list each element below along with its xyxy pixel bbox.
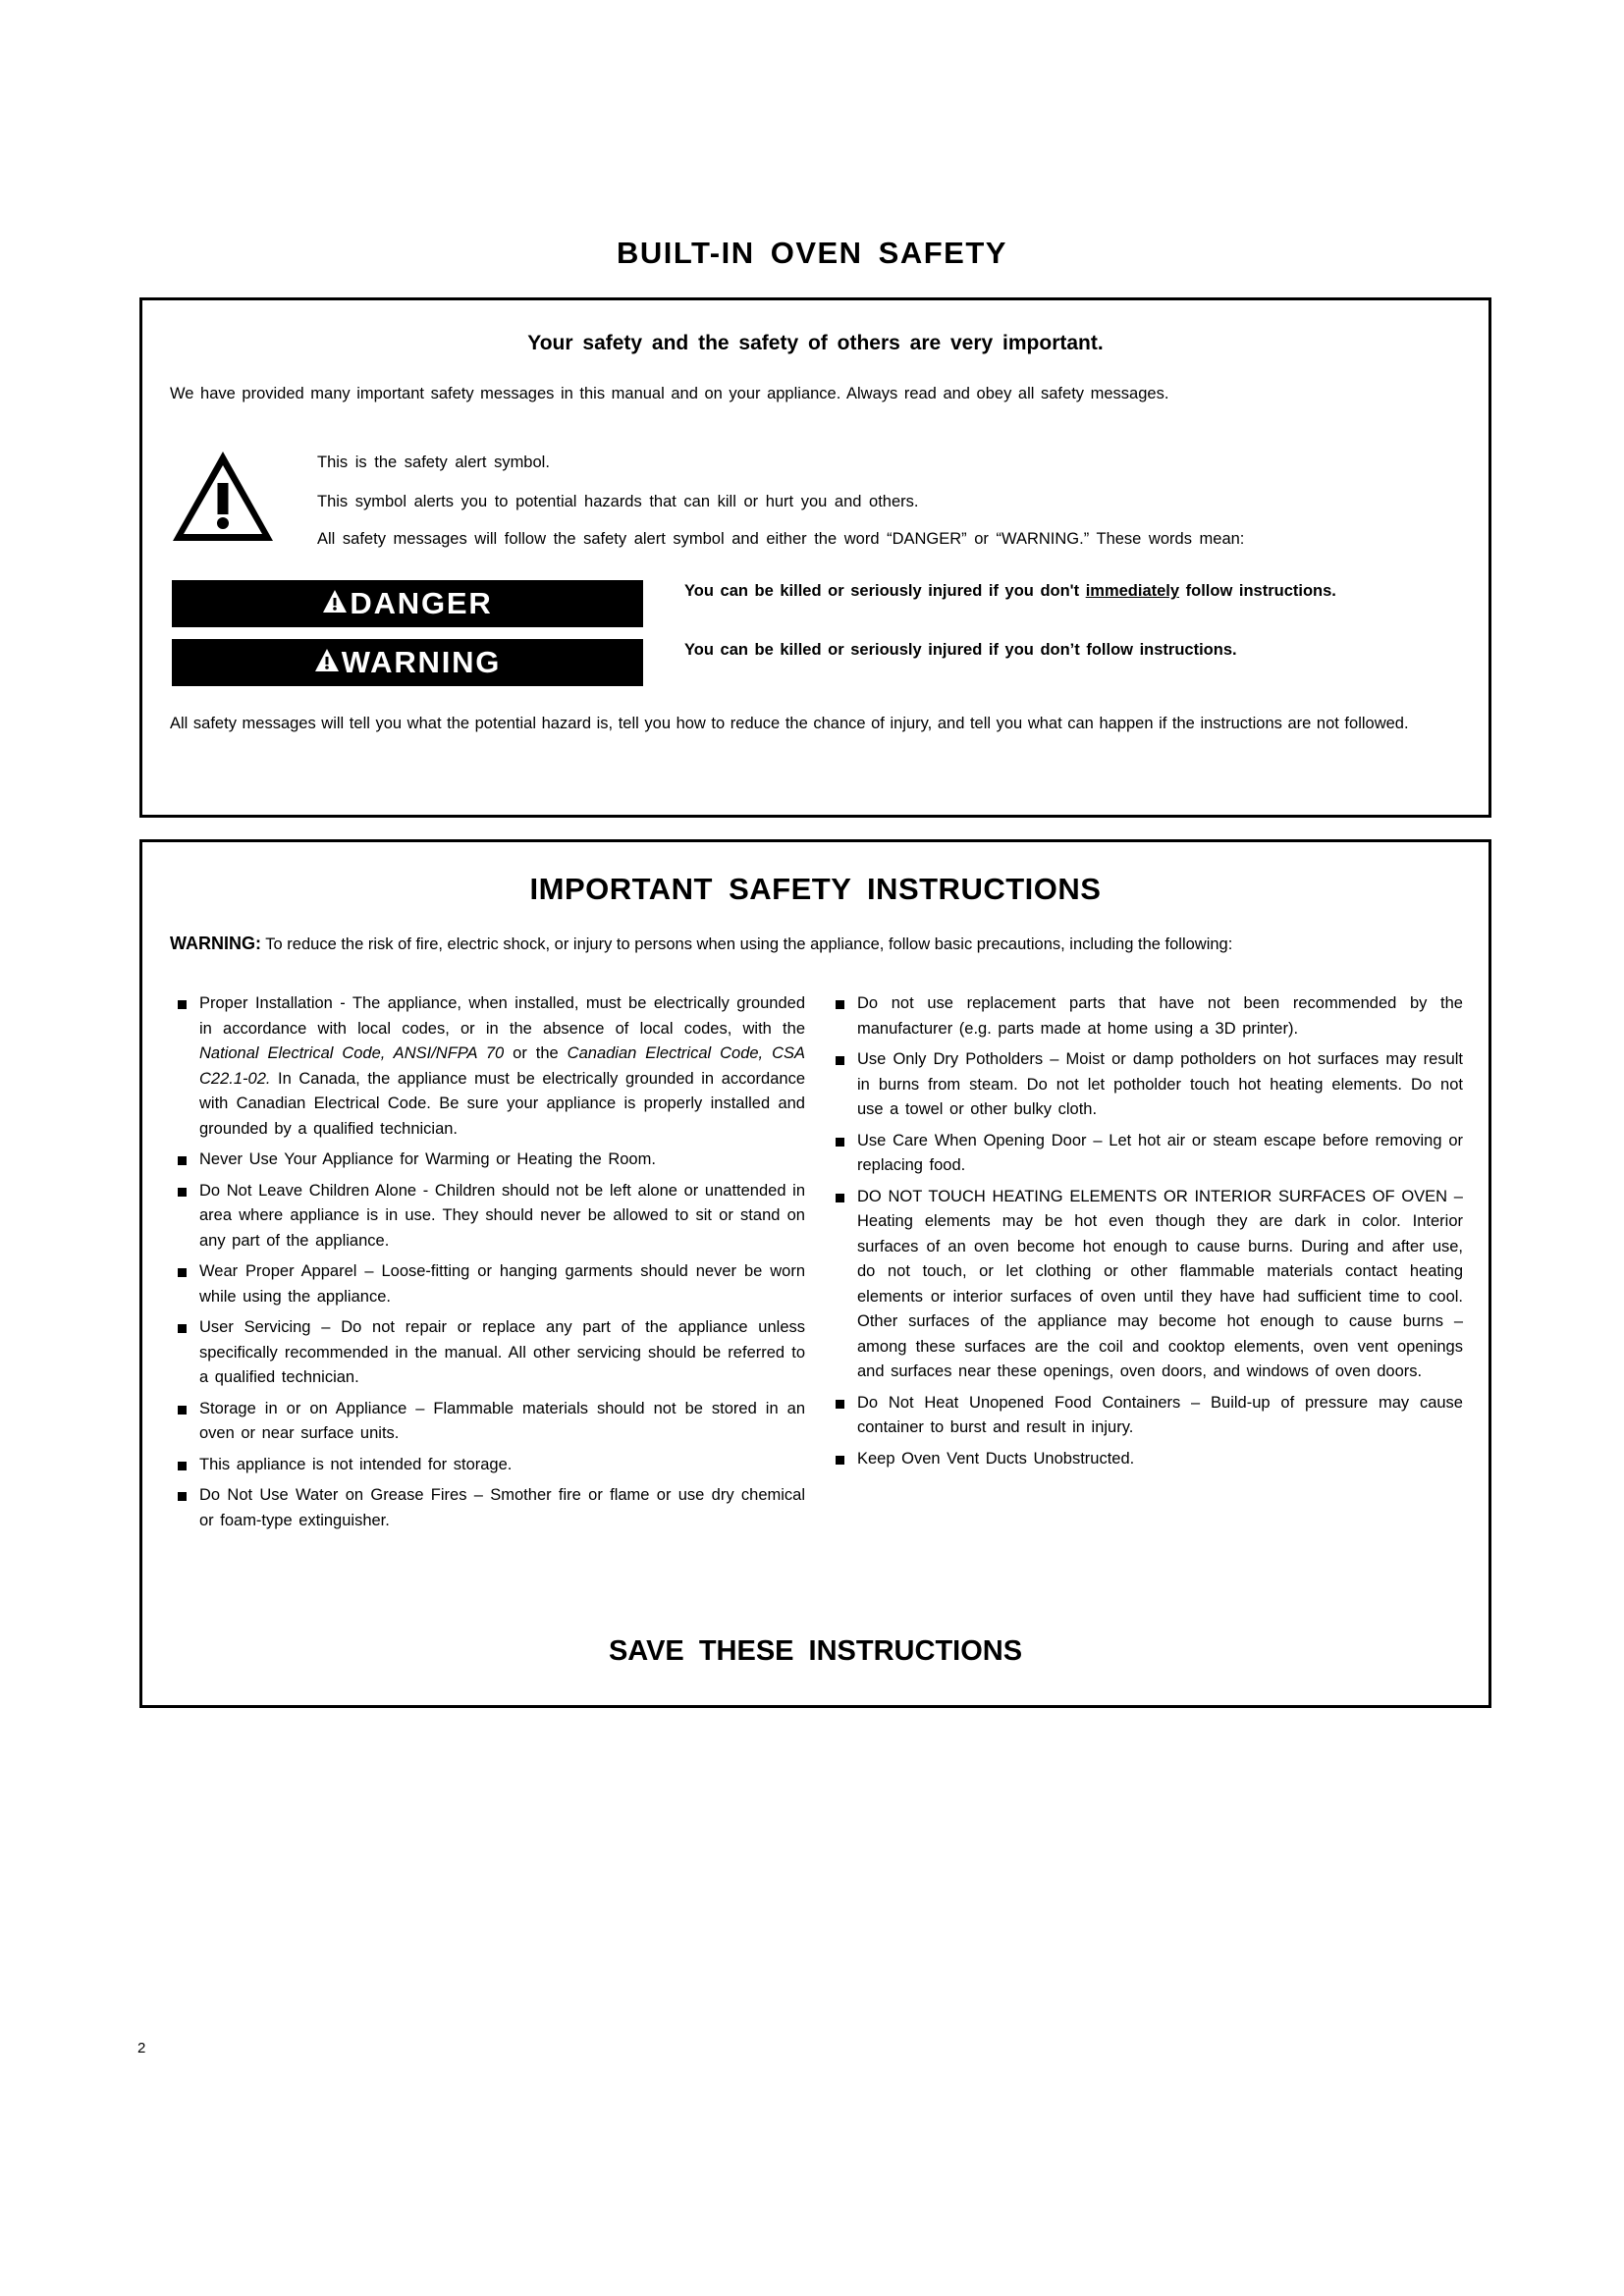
- danger-description: [684, 579, 1372, 604]
- warning-description: You can be killed or seriously injured if you don’t follow instructions.: [684, 641, 1237, 659]
- list-item: Wear Proper Apparel – Loose-fitting or hanging garments should never be worn while using the appliance.: [172, 1259, 805, 1309]
- instructions-title: IMPORTANT SAFETY INSTRUCTIONS: [529, 872, 1102, 906]
- list-item: DO NOT TOUCH HEATING ELEMENTS OR INTERIOR SURFACES OF OVEN – Heating elements may be hot even though they are dark in color. Interior surfaces of an oven become hot enough to cause burns. During and after use, do not touch, or let clothing or other flammable materials contact heating elements or interior surfaces of oven until they have had sufficient time to cool. Other surfaces of the appliance may become hot enough to cause burns – among these surfaces are the coil and cooktop elements, oven vent openings and surfaces near these openings, oven doors, and windows of oven doors.: [830, 1185, 1463, 1385]
- warning-label: WARNING: [341, 645, 502, 679]
- safety-alert-description: [317, 448, 1461, 561]
- instructions-left-column: [172, 991, 805, 1539]
- instructions-warning-label: WARNING:: [170, 934, 261, 953]
- page-number: 2: [137, 2040, 146, 2056]
- alert-line-1: This is the safety alert symbol.: [317, 454, 550, 471]
- danger-triangle-icon: [322, 589, 348, 619]
- warning-signal-band: [172, 639, 643, 686]
- list-item: Do Not Heat Unopened Food Containers – Build-up of pressure may cause container to burst and result in injury.: [830, 1391, 1463, 1441]
- list-item: Do Not Leave Children Alone - Children should not be left alone or unattended in area where appliance is in use. They should never be allowed to sit or stand on any part of the appliance.: [172, 1179, 805, 1255]
- list-item: Use Care When Opening Door – Let hot air or steam escape before removing or replacing food.: [830, 1129, 1463, 1179]
- list-item: Keep Oven Vent Ducts Unobstructed.: [830, 1447, 1463, 1472]
- safety-footer-text: All safety messages will tell you what the potential hazard is, tell you how to reduce the chance of injury, and tell you what can happen if the instructions are not followed.: [170, 715, 1409, 732]
- page-title: BUILT-IN OVEN SAFETY: [617, 236, 1007, 270]
- list-item: User Servicing – Do not repair or replace any part of the appliance unless specifically recommended in the manual. All other servicing should be referred to a qualified technician.: [172, 1315, 805, 1391]
- warning-triangle-icon: [314, 648, 340, 678]
- save-these-instructions: SAVE THESE INSTRUCTIONS: [608, 1635, 1023, 1667]
- safety-heading: Your safety and the safety of others are very important.: [527, 332, 1104, 354]
- safety-alert-box: [139, 297, 1491, 818]
- list-item: Never Use Your Appliance for Warming or Heating the Room.: [172, 1148, 805, 1173]
- danger-desc-underlined: immediately: [1085, 582, 1180, 600]
- important-safety-instructions-box: [139, 839, 1491, 1708]
- list-item: Proper Installation - The appliance, when installed, must be electrically grounded in accordance with local codes, or in the absence of local codes, with the National Electrical Code, ANSI/NFPA 70 or the Canadian Electrical Code, CSA C22.1-02. In Canada, the appliance must be electrically grounded in accordance with Canadian Electrical Code. Be sure your appliance is properly installed and grounded by a qualified technician.: [172, 991, 805, 1142]
- danger-desc-prefix: You can be killed or seriously injured if you don't: [684, 582, 1086, 600]
- danger-desc-suffix: follow instructions.: [1179, 582, 1336, 600]
- instructions-left-list: [172, 991, 805, 1533]
- safety-intro-text: We have provided many important safety messages in this manual and on your appliance. Always read and obey all safety messages.: [170, 385, 1169, 402]
- instructions-warning-line: [170, 931, 1456, 957]
- instructions-right-list: [830, 991, 1463, 1471]
- alert-line-2: This symbol alerts you to potential hazards that can kill or hurt you and others.: [317, 493, 919, 510]
- list-item: This appliance is not intended for storage.: [172, 1453, 805, 1478]
- danger-label: DANGER: [350, 586, 493, 620]
- list-item: Storage in or on Appliance – Flammable materials should not be stored in an oven or near surface units.: [172, 1397, 805, 1447]
- alert-line-3: All safety messages will follow the safety alert symbol and either the word “DANGER” or “WARNING.” These words mean:: [317, 530, 1245, 548]
- instructions-right-column: [830, 991, 1463, 1477]
- list-item: Do Not Use Water on Grease Fires – Smother fire or flame or use dry chemical or foam-type extinguisher.: [172, 1483, 805, 1533]
- safety-alert-triangle-icon: [172, 450, 275, 543]
- instructions-warning-text: To reduce the risk of fire, electric shock, or injury to persons when using the appliance, follow basic precautions, including the following:: [261, 935, 1233, 953]
- danger-signal-band: [172, 580, 643, 627]
- list-item: Use Only Dry Potholders – Moist or damp potholders on hot surfaces may result in burns from steam. Do not let potholder touch hot heating elements. Do not use a towel or other bulky cloth.: [830, 1047, 1463, 1123]
- list-item: Do not use replacement parts that have not been recommended by the manufacturer (e.g. parts made at home using a 3D printer).: [830, 991, 1463, 1041]
